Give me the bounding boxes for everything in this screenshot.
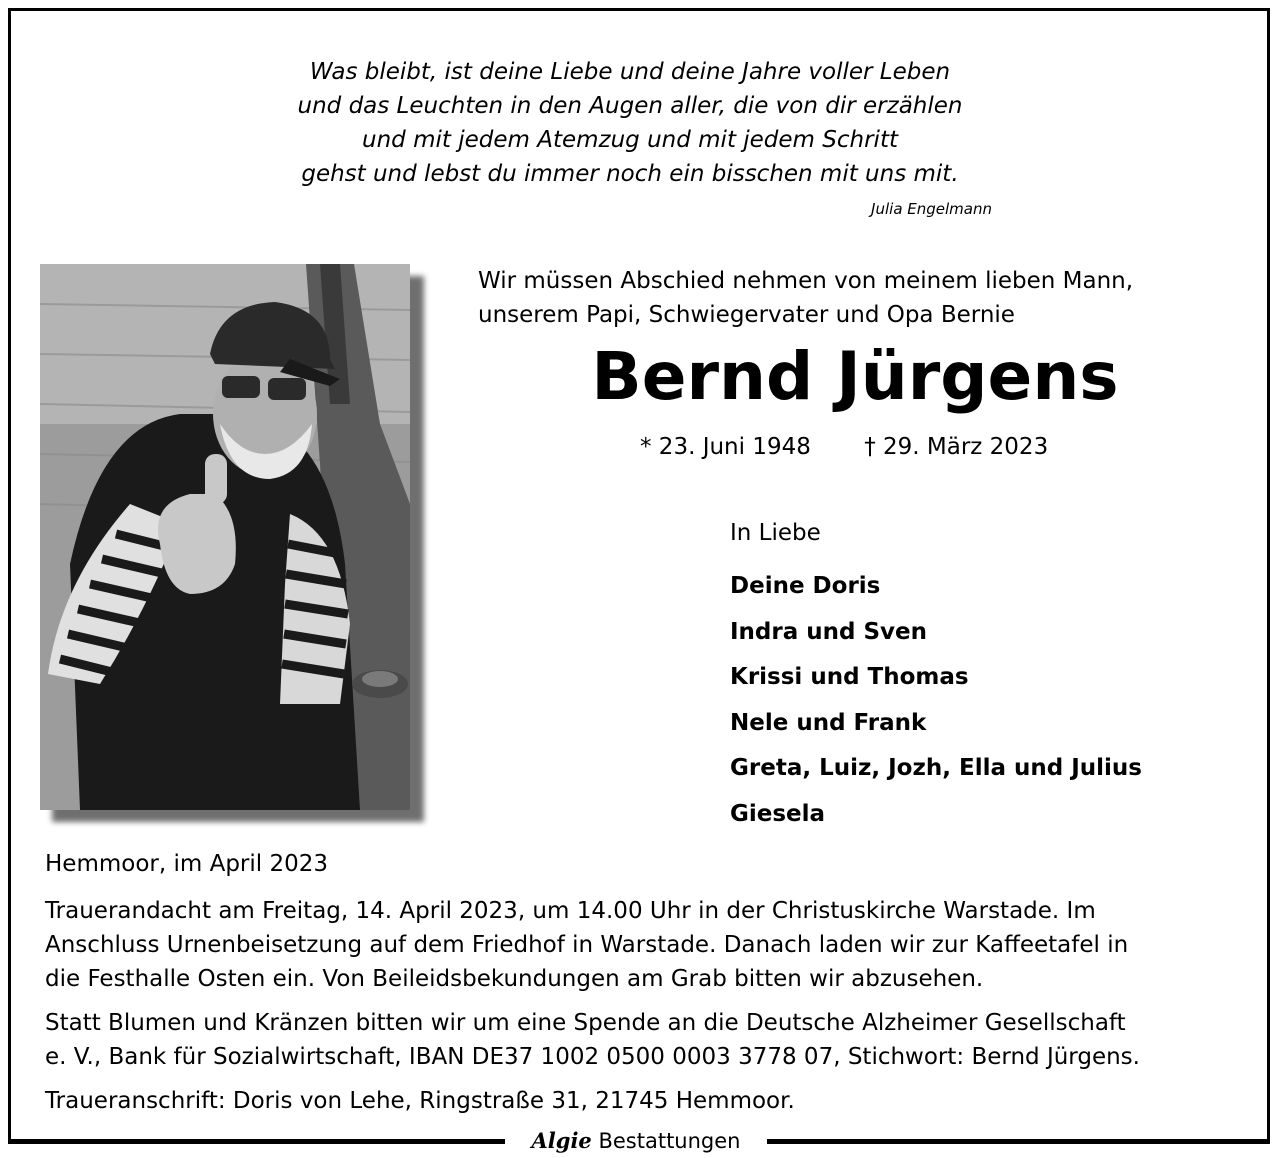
donation-info	[45, 1006, 1231, 1074]
deceased-name: Bernd Jürgens	[591, 338, 1119, 415]
place-date: Hemmoor, im April 2023	[45, 851, 328, 877]
family-member: Nele und Frank	[730, 709, 927, 736]
family-member: Giesela	[730, 800, 826, 827]
family-member: Deine Doris	[730, 573, 881, 599]
life-dates	[640, 434, 1080, 460]
donation-line: e. V., Bank für Sozialwirtschaft, IBAN DE37 1002 0500 0003 3778 07, Stichwort: Bernd Jürgens.	[45, 1044, 1140, 1070]
poem-author: Julia Engelmann	[871, 200, 992, 218]
mourning-address: Traueranschrift: Doris von Lehe, Ringstraße 31, 21745 Hemmoor.	[45, 1088, 795, 1114]
family-list	[730, 573, 1142, 846]
funeral-home-logo	[505, 1128, 767, 1156]
logo-company: Bestattungen	[598, 1129, 741, 1153]
poem-line: gehst und lebst du immer noch ein bisschen mit uns mit.	[301, 161, 959, 187]
service-info	[45, 894, 1231, 996]
birth-date: * 23. Juni 1948	[640, 434, 811, 460]
donation-line: Statt Blumen und Kränzen bitten wir um eine Spende an die Deutsche Alzheimer Gesellschaft	[45, 1010, 1126, 1036]
family-member: Krissi und Thomas	[730, 664, 969, 690]
poem-line: und mit jedem Atemzug und mit jedem Schritt	[362, 127, 898, 153]
death-date: † 29. März 2023	[864, 434, 1049, 460]
service-line: Trauerandacht am Freitag, 14. April 2023, um 14.00 Uhr in der Christuskirche Warstade. Im	[45, 898, 1096, 924]
poem-line: Was bleibt, ist deine Liebe und deine Jahre voller Leben	[309, 59, 951, 85]
portrait-photo	[40, 264, 410, 810]
poem-line: und das Leuchten in den Augen aller, die von dir erzählen	[297, 93, 963, 119]
logo-mark: Algie	[531, 1128, 592, 1153]
poem	[240, 55, 1020, 191]
intro-line: Wir müssen Abschied nehmen von meinem lieben Mann,	[478, 268, 1134, 294]
family-heading: In Liebe	[730, 520, 821, 546]
service-line: Anschluss Urnenbeisetzung auf dem Friedhof in Warstade. Danach laden wir zur Kaffeetafel in	[45, 932, 1129, 958]
intro-line: unserem Papi, Schwiegervater und Opa Bernie	[478, 302, 1015, 328]
family-member: Indra und Sven	[730, 618, 928, 645]
intro-text	[478, 264, 1230, 332]
service-line: die Festhalle Osten ein. Von Beileidsbekundungen am Grab bitten wir abzusehen.	[45, 966, 984, 992]
family-member: Greta, Luiz, Jozh, Ella und Julius	[730, 755, 1142, 781]
